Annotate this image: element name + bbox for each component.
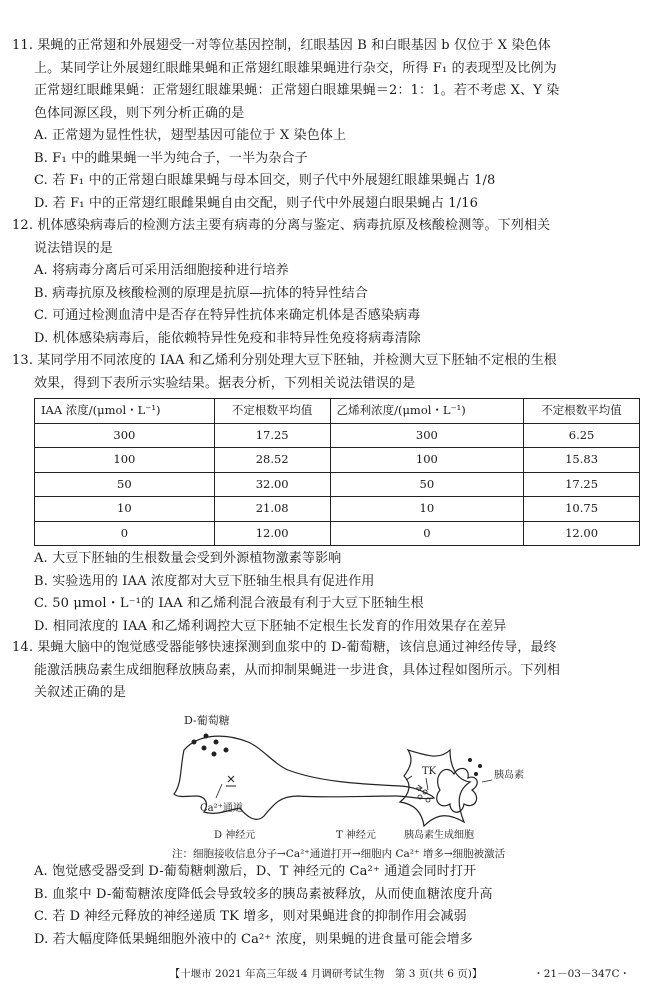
d-neuron-label: D 神经元 (214, 830, 256, 841)
table-header-row (35, 399, 640, 424)
glucose-label: D-葡萄糖 (184, 714, 230, 727)
option-c: C. 可通过检测血清中是否存在特异性抗体来确定机体是否感染病毒 (34, 308, 421, 323)
table-row (35, 521, 640, 546)
question-text-line: 14. 果蝇大脑中的饱觉感受器能够快速探测到血浆中的 D-葡萄糖，该信息通过神经传导，最终 (12, 640, 557, 655)
table-cell: 100 (35, 448, 215, 473)
table-cell: 6.25 (524, 423, 640, 448)
question-text-line: 效果，得到下表所示实验结果。据表分析，下列相关说法错误的是 (34, 375, 416, 391)
results-table (34, 398, 640, 546)
glucose-dot (212, 752, 217, 757)
insulin-cell-label: 胰岛素生成细胞 (404, 830, 474, 841)
question-11 (12, 35, 640, 215)
table-cell: 21.08 (214, 497, 330, 522)
table-header: 不定根数平均值 (524, 399, 640, 424)
question-12 (12, 215, 640, 350)
channel-label: Ca²⁺通道 (200, 803, 243, 814)
option-d: D. 若大幅度降低果蝇细胞外液中的 Ca²⁺ 浓度，则果蝇的进食量可能会增多 (34, 931, 473, 947)
question-text-line: 色体同源区段，则下列分析正确的是 (34, 105, 245, 121)
table-cell: 28.52 (214, 448, 330, 473)
insulin-dot (474, 772, 478, 776)
table-header: 乙烯利浓度/(μmol・L⁻¹) (330, 399, 524, 424)
table-cell: 300 (35, 423, 215, 448)
glucose-dot (224, 748, 229, 753)
table-header: IAA 浓度/(μmol・L⁻¹) (35, 399, 215, 424)
question-text-line: 12. 机体感染病毒后的检测方法主要有病毒的分离与鉴定、病毒抗原及核酸检测等。下列相关 (12, 218, 551, 233)
option-d: D. 相同浓度的 IAA 和乙烯利调控大豆下胚轴不定根生长发育的作用效果存在差异 (34, 618, 507, 634)
option-d: D. 若 F₁ 中的正常翅红眼雌果蝇自由交配，则子代中外展翅白眼果蝇占 1/16 (34, 195, 479, 211)
option-a: A. 大豆下胚轴的生根数量会受到外源植物激素等影响 (34, 551, 342, 566)
table-row (35, 497, 640, 522)
option-b: B. F₁ 中的雌果蝇一半为纯合子，一半为杂合子 (34, 150, 308, 166)
question-13 (12, 350, 640, 638)
question-text-line: 正常翅红眼雌果蝇：正常翅红眼雄果蝇：正常翅白眼雄果蝇＝2：1：1。若不考虑 X、Y 染 (34, 83, 560, 98)
table-cell: 32.00 (214, 472, 330, 497)
table-header: 不定根数平均值 (214, 399, 330, 424)
table-cell: 50 (330, 472, 524, 497)
glucose-dot (204, 734, 209, 739)
table-row (35, 423, 640, 448)
question-text-line: 说法错误的是 (34, 240, 113, 256)
t-neuron-label: T 神经元 (336, 830, 376, 841)
table-cell: 10 (35, 497, 215, 522)
table-cell: 12.00 (524, 521, 640, 546)
footer-title: 【十堰市 2021 年高三年级 4 月调研考试生物 第 3 页(共 6 页)】 (169, 968, 483, 980)
question-14-options (12, 861, 640, 951)
option-a: A. 正常翅为显性性状，翅型基因可能位于 X 染色体上 (34, 128, 347, 143)
insulin-dot (478, 764, 482, 768)
glucose-dot (202, 746, 207, 751)
ca-channel-icon (226, 776, 236, 786)
tk-label: TK (422, 766, 437, 777)
option-b: B. 血浆中 D-葡萄糖浓度降低会导致较多的胰岛素被释放，从而使血糖浓度升高 (34, 886, 493, 902)
table-cell: 17.25 (214, 423, 330, 448)
table-cell: 100 (330, 448, 524, 473)
table-cell: 0 (330, 521, 524, 546)
table-cell: 50 (35, 472, 215, 497)
question-text-line: 能激活胰岛素生成细胞释放胰岛素，从而抑制果蝇进一步进食，具体过程如图所示。下列相 (34, 662, 561, 678)
table-cell: 15.83 (524, 448, 640, 473)
option-d: D. 机体感染病毒后，能依赖特异性免疫和非特异性免疫将病毒清除 (34, 330, 421, 346)
footer-code: ・21－03－347C・ (533, 968, 630, 980)
insulin-label: 胰岛素 (494, 770, 524, 781)
insulin-dot (468, 758, 472, 762)
table-row (35, 448, 640, 473)
table-cell: 10 (330, 497, 524, 522)
option-b: B. 实验选用的 IAA 浓度都对大豆下胚轴生根具有促进作用 (34, 573, 375, 589)
glucose-dot (214, 740, 219, 745)
option-c: C. 若 F₁ 中的正常翅白眼雄果蝇与母本回交，则子代中外展翅红眼雄果蝇占 1/8 (34, 173, 496, 188)
table-row (35, 472, 640, 497)
table-cell: 12.00 (214, 521, 330, 546)
option-c: C. 50 μmol・L⁻¹的 IAA 和乙烯利混合液最有利于大豆下胚轴生根 (34, 596, 424, 611)
question-text-line: 13. 某同学用不同浓度的 IAA 和乙烯利分别处理大豆下胚轴，并检测大豆下胚轴不定根的生根 (12, 353, 557, 368)
question-14 (12, 637, 640, 705)
question-text-line: 11. 果蝇的正常翅和外展翅受一对等位基因控制，红眼基因 B 和白眼基因 b 仅位于 X 染色体 (12, 38, 551, 53)
table-cell: 17.25 (524, 472, 640, 497)
neuron-diagram (170, 712, 530, 852)
table-cell: 10.75 (524, 497, 640, 522)
option-b: B. 病毒抗原及核酸检测的原理是抗原—抗体的特异性结合 (34, 285, 368, 301)
figure-caption: 注：细胞接收信息分子→Ca²⁺通道打开→细胞内 Ca²⁺ 增多→细胞被激活 (172, 848, 506, 860)
option-a: A. 饱觉感受器受到 D-葡萄糖刺激后，D、T 神经元的 Ca²⁺ 通道会同时打开 (34, 864, 477, 879)
question-text-line: 关叙述正确的是 (34, 685, 127, 700)
glucose-dot (192, 740, 197, 745)
question-text-line: 上。某同学让外展翅红眼雌果蝇和正常翅红眼雄果蝇进行杂交，所得 F₁ 的表现型及比例为 (34, 60, 557, 76)
neuron-diagram-svg (170, 712, 530, 852)
table-cell: 0 (35, 521, 215, 546)
option-c: C. 若 D 神经元释放的神经递质 TK 增多，则对果蝇进食的抑制作用会减弱 (34, 909, 467, 924)
option-a: A. 将病毒分离后可采用活细胞接种进行培养 (34, 263, 289, 278)
table-cell: 300 (330, 423, 524, 448)
